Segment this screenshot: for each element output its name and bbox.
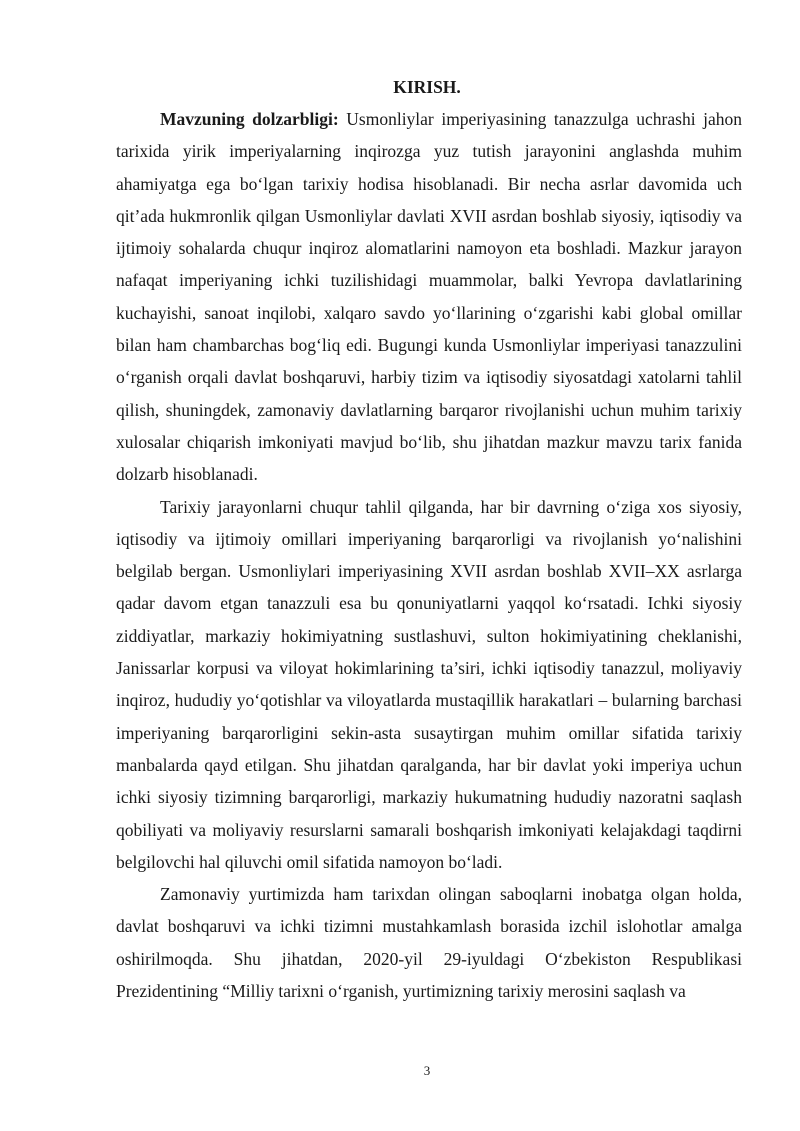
paragraph-relevance: [116, 103, 742, 491]
page-title: KIRISH.: [393, 77, 461, 97]
page-number: 3: [423, 1063, 431, 1078]
paragraph-text: Usmonliylar imperiyasining tanazzulga uchrashi jahon tarixida yirik imperiyalarning inqirozga yuz tutish jarayonini anglashda muhim ahamiyatga ega bo‘lgan tarixiy hodisa hisoblanadi. Bir necha asrlar davomida uch qit’ada hukmronlik qilgan Usmonliylar davlati XVII asrdan boshlab siyosiy, iqtisodiy va ijtimoiy sohalarda chuqur inqiroz alomatlarini namoyon eta boshladi. Mazkur jarayon nafaqat imperiyaning ichki tuzilishidagi muammolar, balki Yevropa davlatlarining kuchayishi, sanoat inqilobi, xalqaro savdo yo‘llarining o‘zgarishi kabi global omillar bilan ham chambarchas bog‘liq edi. Bugungi kunda Usmonliylar imperiyasi tanazzulini o‘rganish orqali davlat boshqaruvi, harbiy tizim va iqtisodiy siyosatdagi xatolarni tahlil qilish, shuningdek, zamonaviy davlatlarning barqaror rivojlanishi uchun muhim tarixiy xulosalar chiqarish imkoniyati mavjud bo‘lib, shu jihatdan mazkur mavzu tarix fanida dolzarb hisoblanadi.: [116, 109, 743, 485]
paragraph-text: Tarixiy jarayonlarni chuqur tahlil qilganda, har bir davrning o‘ziga xos siyosiy, iqtisodiy va ijtimoiy omillari imperiyaning barqarorligi va rivojlanish yo‘nalishini belgilab bergan. Usmonliylari imperiyasining XVII asrdan boshlab XVII–XX asrlarga qadar davom etgan tanazzuli esa bu qonuniyatlarni yaqqol ko‘rsatadi. Ichki siyosiy ziddiyatlar, markaziy hokimiyatning sustlashuvi, sulton hokimiyatining cheklanishi, Janissarlar korpusi va viloyat hokimlarining ta’siri, ichki iqtisodiy tanazzul, moliyaviy inqiroz, hududiy yo‘qotishlar va viloyatlarda mustaqillik harakatlari – bularning barchasi imperiyaning barqarorligini sekin-asta susaytirgan muhim omillar sifatida tarixiy manbalarda qayd etilgan. Shu jihatdan qaralganda, har bir davlat yoki imperiya uchun ichki siyosiy tizimning barqarorligi, markaziy hukumatning hududiy nazoratni saqlash qobiliyati va moliyaviy resurslarni samarali boshqarish imkoniyati kelajakdagi taqdirni belgilovchi hal qiluvchi omil sifatida namoyon bo‘ladi.: [116, 496, 742, 872]
document-body: [116, 103, 742, 1007]
paragraph-modern-reforms: [116, 878, 742, 1007]
paragraph-text: Zamonaviy yurtimizda ham tarixdan olingan saboqlarni inobatga olgan holda, davlat boshqaruvi va ichki tizimni mustahkamlash borasida izchil islohotlar amalga oshirilmoqda. Shu jihatdan, 2020-yil 29-iyuldagi O‘zbekiston Respublikasi Prezidentining “Milliy tarixni o‘rganish, yurtimizning tarixiy merosini saqlash va: [116, 884, 742, 1002]
paragraph-lead: Mavzuning dolzarbligi:: [160, 109, 339, 129]
paragraph-historical-analysis: [116, 491, 742, 879]
